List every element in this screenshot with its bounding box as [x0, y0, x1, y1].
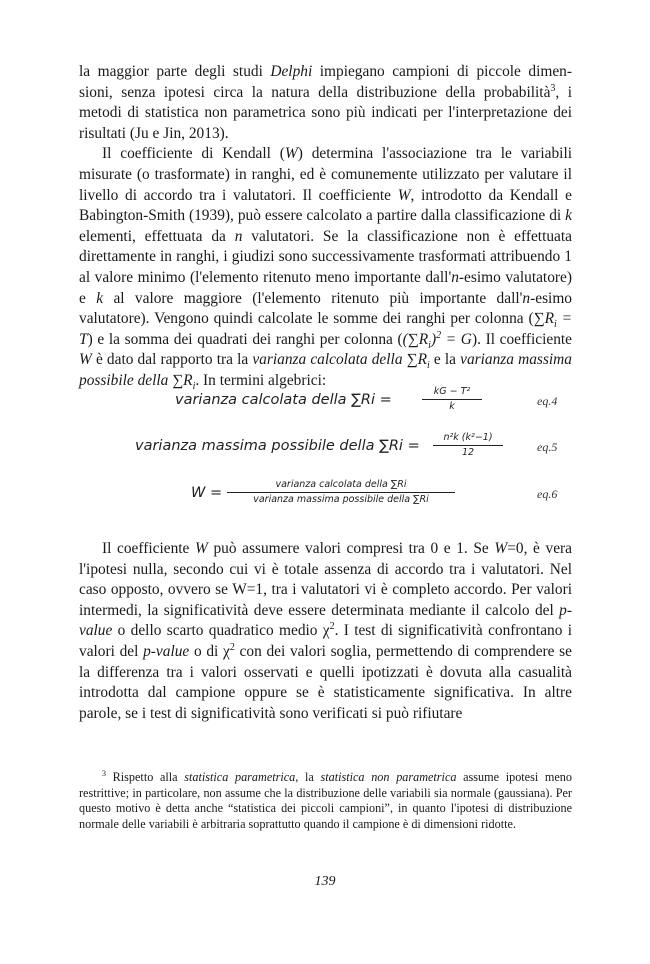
text-run: , introdotto da Kendall e Babington-Smith (1939), può essere calcolato a partire dalla classificazione di — [79, 186, 572, 225]
symbol-w: W — [494, 540, 508, 557]
text-run: la maggior parte degli studi — [79, 63, 271, 80]
superscript: 2 — [229, 641, 235, 653]
italic-term: statistica parametrica — [184, 770, 296, 784]
text-run: . In termini algebrici: — [195, 371, 327, 389]
text-run: Il coefficiente — [102, 540, 195, 557]
equation-number: eq.6 — [537, 487, 558, 501]
paragraph-kendall — [79, 144, 572, 391]
symbol-w: W — [284, 145, 298, 163]
text-run: e la — [429, 351, 461, 369]
text-run: metodi di statistica non parametrica sono più indicati per l'interpretazione — [79, 104, 548, 122]
symbol-w: W — [195, 540, 208, 557]
equation-lhs: varianza massima possibile della ∑Ri = — [135, 438, 420, 454]
sum-symbol: ∑R — [533, 310, 554, 328]
fraction-bar — [433, 445, 503, 446]
text-run: Rispetto alla — [105, 770, 185, 784]
footnote-number: 3 — [102, 768, 106, 778]
text-run: . I test di significatività confrontano i valori del — [79, 622, 573, 660]
text-run: ). Il coefficiente — [471, 330, 573, 348]
symbol-n: n — [234, 227, 243, 245]
text-run: , i — [555, 83, 572, 101]
text-run: -esimo valutatore). Vengono quindi calcolate le somme dei ranghi per colonna ( — [79, 289, 572, 328]
equation-number: eq.5 — [537, 440, 558, 454]
subscript: i — [427, 360, 430, 372]
text-run: è dato dal rapporto tra la — [91, 351, 253, 369]
text-run: con dei valori soglia, permettendo di comprendere se la differenza tra i valori osservati e quelli ipotizzati è dovuta alla casualità introdotta dal campione oppure se è statisticamente significativa. In altre parole, se i test di significatività sono verificati si può rifiutare — [79, 642, 573, 722]
sum-symbol: (∑R — [402, 330, 429, 348]
symbol-w: W — [397, 186, 411, 204]
symbol-n: n — [522, 289, 531, 307]
text-run: al valore maggiore (l'elemento ritenuto più importante dall' — [103, 289, 523, 307]
numerator: kG − T² — [433, 386, 471, 397]
fraction-bar — [227, 492, 455, 493]
superscript: 2 — [329, 621, 335, 633]
fraction — [422, 386, 482, 413]
equation-number: eq.4 — [537, 394, 558, 408]
text-run: ) e la somma dei quadrati dei ranghi per colonna ( — [87, 330, 403, 348]
superscript: 2 — [436, 329, 442, 341]
text-run: elementi, effettuata da — [79, 227, 235, 245]
footnote — [79, 770, 572, 832]
italic-term: p-value — [79, 601, 572, 640]
sum-symbol: ∑R — [406, 351, 428, 369]
text-run: sioni, senza ipotesi circa la natura della distribuzione della probabilità — [79, 83, 551, 101]
footnote-ref: 3 — [550, 82, 556, 94]
text-run: -esimo valutatore) e — [79, 268, 572, 307]
text-run: valutatori. Se la classificazione non è effettuata direttamente in ranghi, i giudizi sono successivamente trasformati attribuendo 1 al valore minimo (l'elemento ritenuto meno importante dall' — [79, 227, 572, 286]
sum-symbol: ∑R — [172, 371, 193, 389]
text-run: Delphi — [270, 63, 313, 80]
equation-4 — [175, 386, 575, 420]
symbol-n: n — [451, 268, 459, 286]
equation-5 — [135, 432, 575, 466]
numerator: varianza calcolata della ∑Ri — [275, 479, 407, 490]
denominator: varianza massima possibile della ∑Ri — [253, 494, 429, 505]
text-run: ) determina l'associazione tra le variabili misurate (o trasformate) in ranghi, ed è comunemente utilizzato per valutare il livello di accordo tra i valutatori. Il coefficiente — [79, 145, 572, 204]
symbol-k: k — [96, 289, 104, 307]
denominator: 12 — [461, 447, 475, 458]
fraction — [227, 479, 455, 506]
equation-lhs: W = — [191, 485, 223, 501]
text-run: =0, è vera l'ipotesi nulla, secondo cui vi è totale assenza di accordo tra i valutatori. Nel caso opposto, ovvero se W=1, tra i valutatori vi è completo accordo. Per valori intermedi, la significatività deve essere determinata mediante il calcolo del — [79, 540, 572, 619]
page-number: 139 — [314, 874, 336, 889]
fraction-bar — [422, 399, 482, 400]
text-run: assume ipotesi meno restrittive; in particolare, non assume che la distribuzione delle variabili sia normale (gaussiana). Per questo motivo è detta anche “statistica dei piccoli campioni”, in quanto l'ipotesi di distribuzione normale delle variabili è arbitraria soprattutto quando il campione è di dimensioni ridotte. — [79, 770, 572, 831]
subscript: i — [192, 380, 196, 392]
equation-lhs: varianza calcolata della ∑Ri = — [175, 392, 392, 408]
text-run: = T — [79, 310, 572, 348]
text-run: o dello scarto quadratico medio χ — [112, 622, 330, 640]
text-run: Il coefficiente di Kendall ( — [102, 145, 285, 163]
symbol-k: k — [565, 207, 572, 225]
italic-term: p-value — [143, 642, 190, 660]
denominator: k — [449, 401, 455, 412]
subscript: i — [428, 339, 431, 351]
fraction — [433, 432, 503, 459]
text-run: può assumere valori compresi tra 0 e 1. Se — [207, 540, 495, 557]
text-run: ) — [430, 330, 437, 348]
symbol-w: W — [79, 351, 92, 369]
subscript: i — [553, 319, 557, 331]
paragraph-significance — [79, 539, 572, 724]
text-run: dei risultati (Ju e Jin, 2013). — [79, 104, 572, 142]
italic-term: statistica non parametrica — [320, 770, 457, 784]
text-run: , la — [295, 770, 321, 784]
italic-term: varianza calcolata della — [252, 351, 407, 369]
italic-term: varianza massima possibile della — [79, 351, 572, 389]
text-run: o di χ — [189, 642, 230, 660]
numerator: n²k (k²−1) — [443, 432, 493, 443]
text-run: impiegano campioni di piccole dimen- — [312, 63, 572, 80]
text-run: = G — [441, 330, 472, 348]
paragraph-intro — [79, 62, 572, 392]
equation-6 — [191, 479, 575, 513]
